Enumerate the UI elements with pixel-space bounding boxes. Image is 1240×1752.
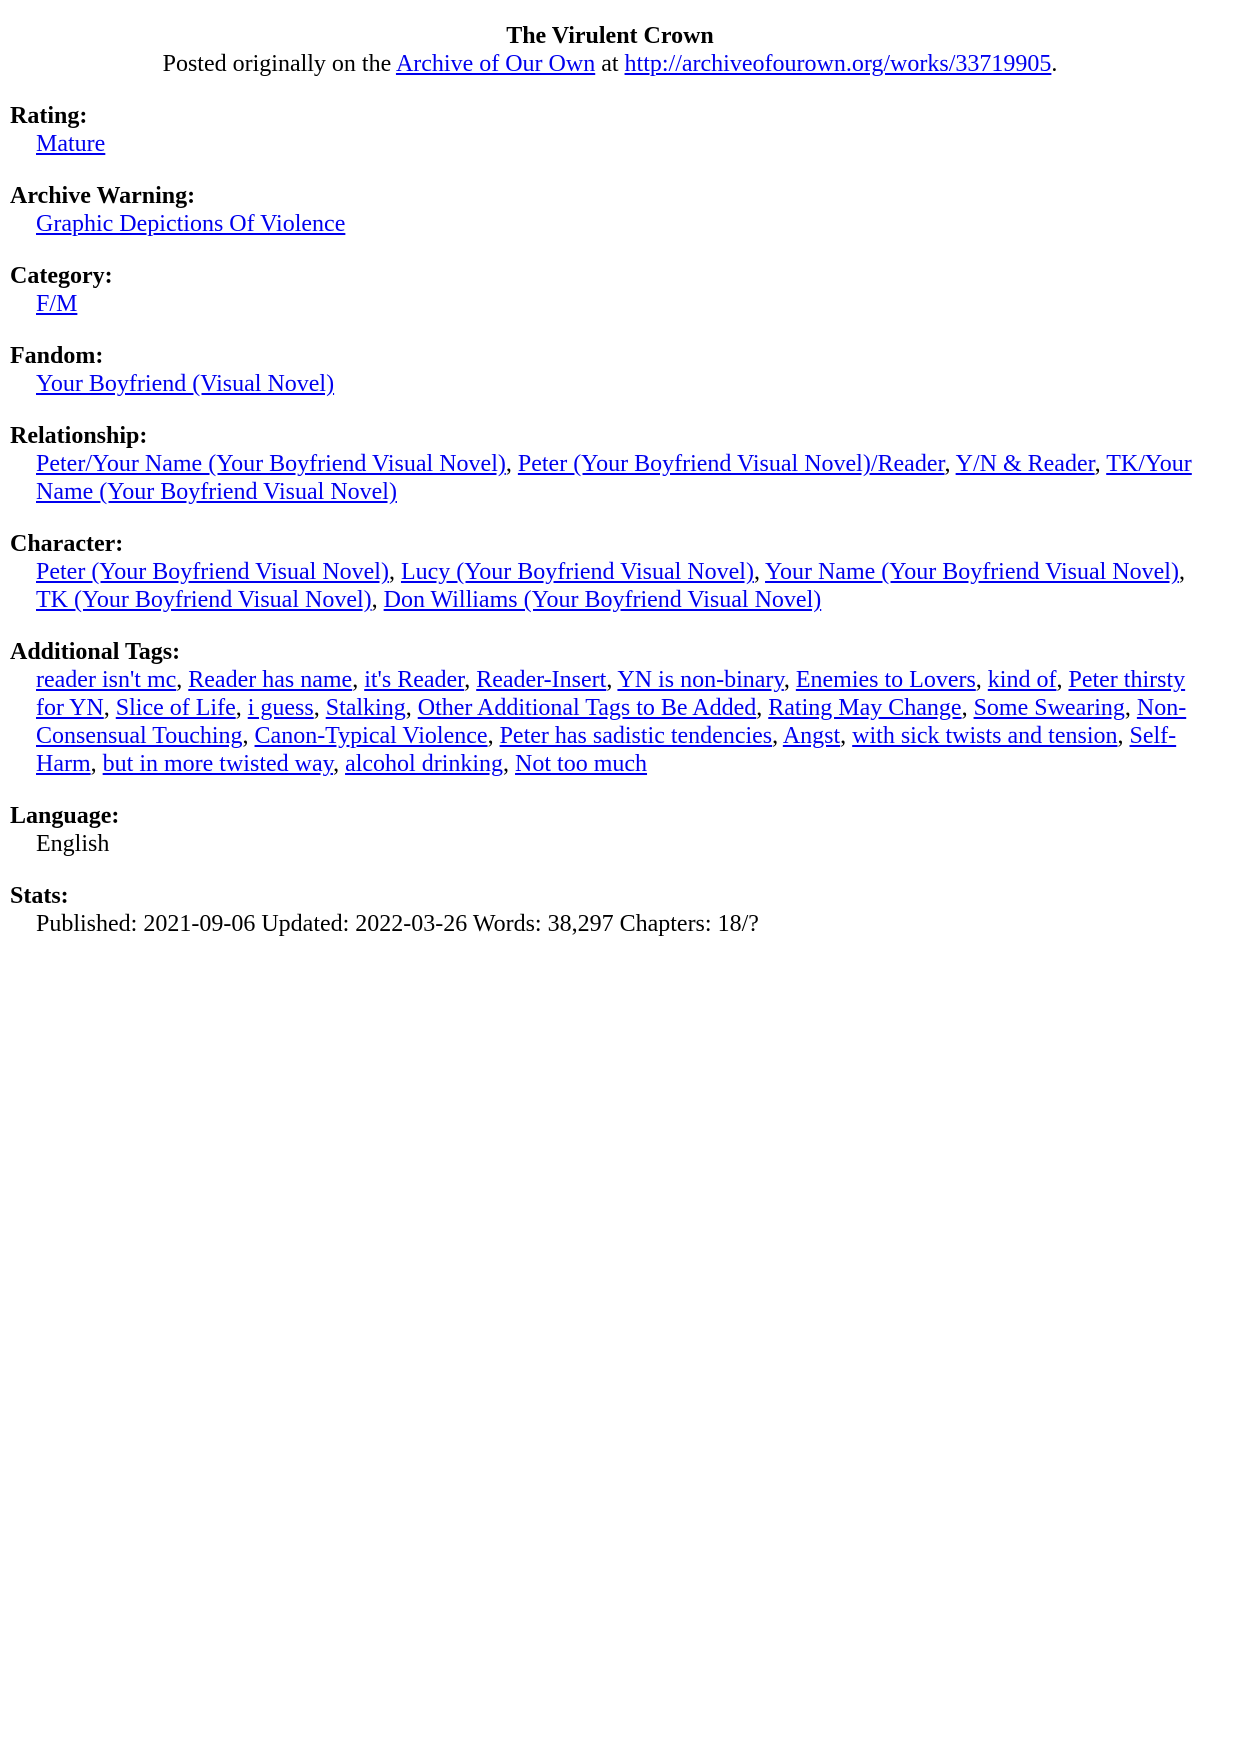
separator: , — [606, 667, 618, 693]
at-text: at — [595, 51, 625, 77]
separator: , — [388, 559, 401, 585]
separator: , — [333, 751, 346, 777]
separator: , — [783, 667, 796, 693]
section-category — [10, 262, 1210, 318]
additional-tags-tag-link[interactable]: Peter has sadistic tendencies — [499, 723, 773, 749]
work-title: The Virulent Crown — [506, 23, 714, 49]
stats-label: Stats: — [10, 883, 69, 909]
character-tag-link[interactable]: Lucy (Your Boyfriend Visual Novel) — [400, 559, 754, 585]
metadata-sections — [10, 102, 1210, 938]
separator: , — [1094, 451, 1107, 477]
fandom-value — [36, 370, 1210, 398]
language-label: Language: — [10, 803, 120, 829]
separator: , — [1056, 667, 1069, 693]
separator: , — [503, 751, 516, 777]
character-label: Character: — [10, 531, 124, 557]
separator: , — [975, 667, 988, 693]
archive-warning-value — [36, 210, 1210, 238]
separator: , — [772, 723, 783, 749]
rating-tag-link[interactable]: Mature — [36, 131, 106, 157]
archive-link[interactable]: Archive of Our Own — [395, 51, 596, 77]
section-additional-tags — [10, 638, 1210, 778]
additional-tags-tag-link[interactable]: Peter thirsty for YN — [36, 667, 1186, 721]
separator: , — [944, 451, 956, 477]
additional-tags-tag-link[interactable]: Rating May Change — [768, 695, 962, 721]
separator: , — [90, 751, 103, 777]
additional-tags-tag-link[interactable]: Not too much — [515, 751, 648, 777]
posted-prefix: Posted originally on the — [162, 51, 396, 77]
additional-tags-value — [36, 666, 1210, 778]
relationship-label: Relationship: — [10, 423, 148, 449]
period: . — [1051, 51, 1058, 77]
additional-tags-tag-link[interactable]: Some Swearing — [973, 695, 1125, 721]
section-fandom — [10, 342, 1210, 398]
additional-tags-tag-link[interactable]: kind of — [987, 667, 1057, 693]
rating-label: Rating: — [10, 103, 88, 129]
relationship-tag-link[interactable]: TK/Your Name (Your Boyfriend Visual Novel) — [36, 451, 1192, 505]
fandom-tag-link[interactable]: Your Boyfriend (Visual Novel) — [36, 371, 335, 397]
section-relationship — [10, 422, 1210, 506]
separator: , — [405, 695, 418, 721]
additional-tags-tag-link[interactable]: Canon-Typical Violence — [254, 723, 488, 749]
character-tag-link[interactable]: TK (Your Boyfriend Visual Novel) — [36, 587, 372, 613]
additional-tags-tag-link[interactable]: Non-Consensual Touching — [36, 695, 1187, 749]
separator: , — [756, 695, 769, 721]
character-tag-link[interactable]: Your Name (Your Boyfriend Visual Novel) — [765, 559, 1179, 585]
separator: , — [1178, 559, 1185, 585]
posted-line — [10, 50, 1210, 78]
section-archive-warning — [10, 182, 1210, 238]
separator: , — [753, 559, 766, 585]
fandom-label: Fandom: — [10, 343, 104, 369]
separator: , — [961, 695, 974, 721]
separator: , — [464, 667, 477, 693]
additional-tags-tag-link[interactable]: alcohol drinking — [345, 751, 504, 777]
additional-tags-tag-link[interactable]: i guess — [247, 695, 314, 721]
stats-value: Published: 2021-09-06 Updated: 2022-03-26 Words: 38,297 Chapters: 18/? — [36, 911, 759, 937]
separator: , — [313, 695, 326, 721]
relationship-tag-link[interactable]: Y/N & Reader — [955, 451, 1095, 477]
separator: , — [840, 723, 853, 749]
additional-tags-tag-link[interactable]: it's Reader — [364, 667, 465, 693]
additional-tags-tag-link[interactable]: YN is non-binary — [617, 667, 784, 693]
additional-tags-tag-link[interactable]: Stalking — [325, 695, 406, 721]
section-character — [10, 530, 1210, 614]
character-tag-link[interactable]: Peter (Your Boyfriend Visual Novel) — [36, 559, 389, 585]
archive-warning-label: Archive Warning: — [10, 183, 196, 209]
work-url-link[interactable]: http://archiveofourown.org/works/33719905 — [624, 51, 1052, 77]
relationship-tag-link[interactable]: Peter (Your Boyfriend Visual Novel)/Reader — [517, 451, 945, 477]
separator: , — [103, 695, 116, 721]
separator: , — [505, 451, 518, 477]
additional-tags-tag-link[interactable]: Reader has name — [188, 667, 353, 693]
separator: , — [1117, 723, 1130, 749]
category-label: Category: — [10, 263, 113, 289]
character-tag-link[interactable]: Don Williams (Your Boyfriend Visual Novel) — [383, 587, 822, 613]
additional-tags-tag-link[interactable]: Angst — [782, 723, 841, 749]
additional-tags-tag-link[interactable]: Reader-Insert — [476, 667, 607, 693]
separator: , — [352, 667, 365, 693]
separator: , — [235, 695, 248, 721]
language-value: English — [36, 831, 110, 857]
section-language — [10, 802, 1210, 858]
separator: , — [487, 723, 500, 749]
section-stats — [10, 882, 1210, 938]
separator: , — [371, 587, 384, 613]
category-tag-link[interactable]: F/M — [36, 291, 78, 317]
work-header — [10, 22, 1210, 78]
additional-tags-label: Additional Tags: — [10, 639, 181, 665]
additional-tags-tag-link[interactable]: reader isn't mc — [36, 667, 177, 693]
additional-tags-tag-link[interactable]: Slice of Life — [115, 695, 236, 721]
relationship-tag-link[interactable]: Peter/Your Name (Your Boyfriend Visual Novel) — [36, 451, 506, 477]
additional-tags-tag-link[interactable]: Enemies to Lovers — [795, 667, 976, 693]
additional-tags-tag-link[interactable]: Other Additional Tags to Be Added — [417, 695, 757, 721]
category-value — [36, 290, 1210, 318]
separator: , — [1124, 695, 1137, 721]
rating-value — [36, 130, 1210, 158]
character-value — [36, 558, 1210, 614]
separator: , — [242, 723, 255, 749]
section-rating — [10, 102, 1210, 158]
archive-warning-tag-link[interactable]: Graphic Depictions Of Violence — [36, 211, 346, 237]
relationship-value — [36, 450, 1210, 506]
separator: , — [176, 667, 189, 693]
additional-tags-tag-link[interactable]: but in more twisted way — [102, 751, 334, 777]
additional-tags-tag-link[interactable]: with sick twists and tension — [852, 723, 1118, 749]
additional-tags-tag-link[interactable]: Self-Harm — [36, 723, 1177, 777]
